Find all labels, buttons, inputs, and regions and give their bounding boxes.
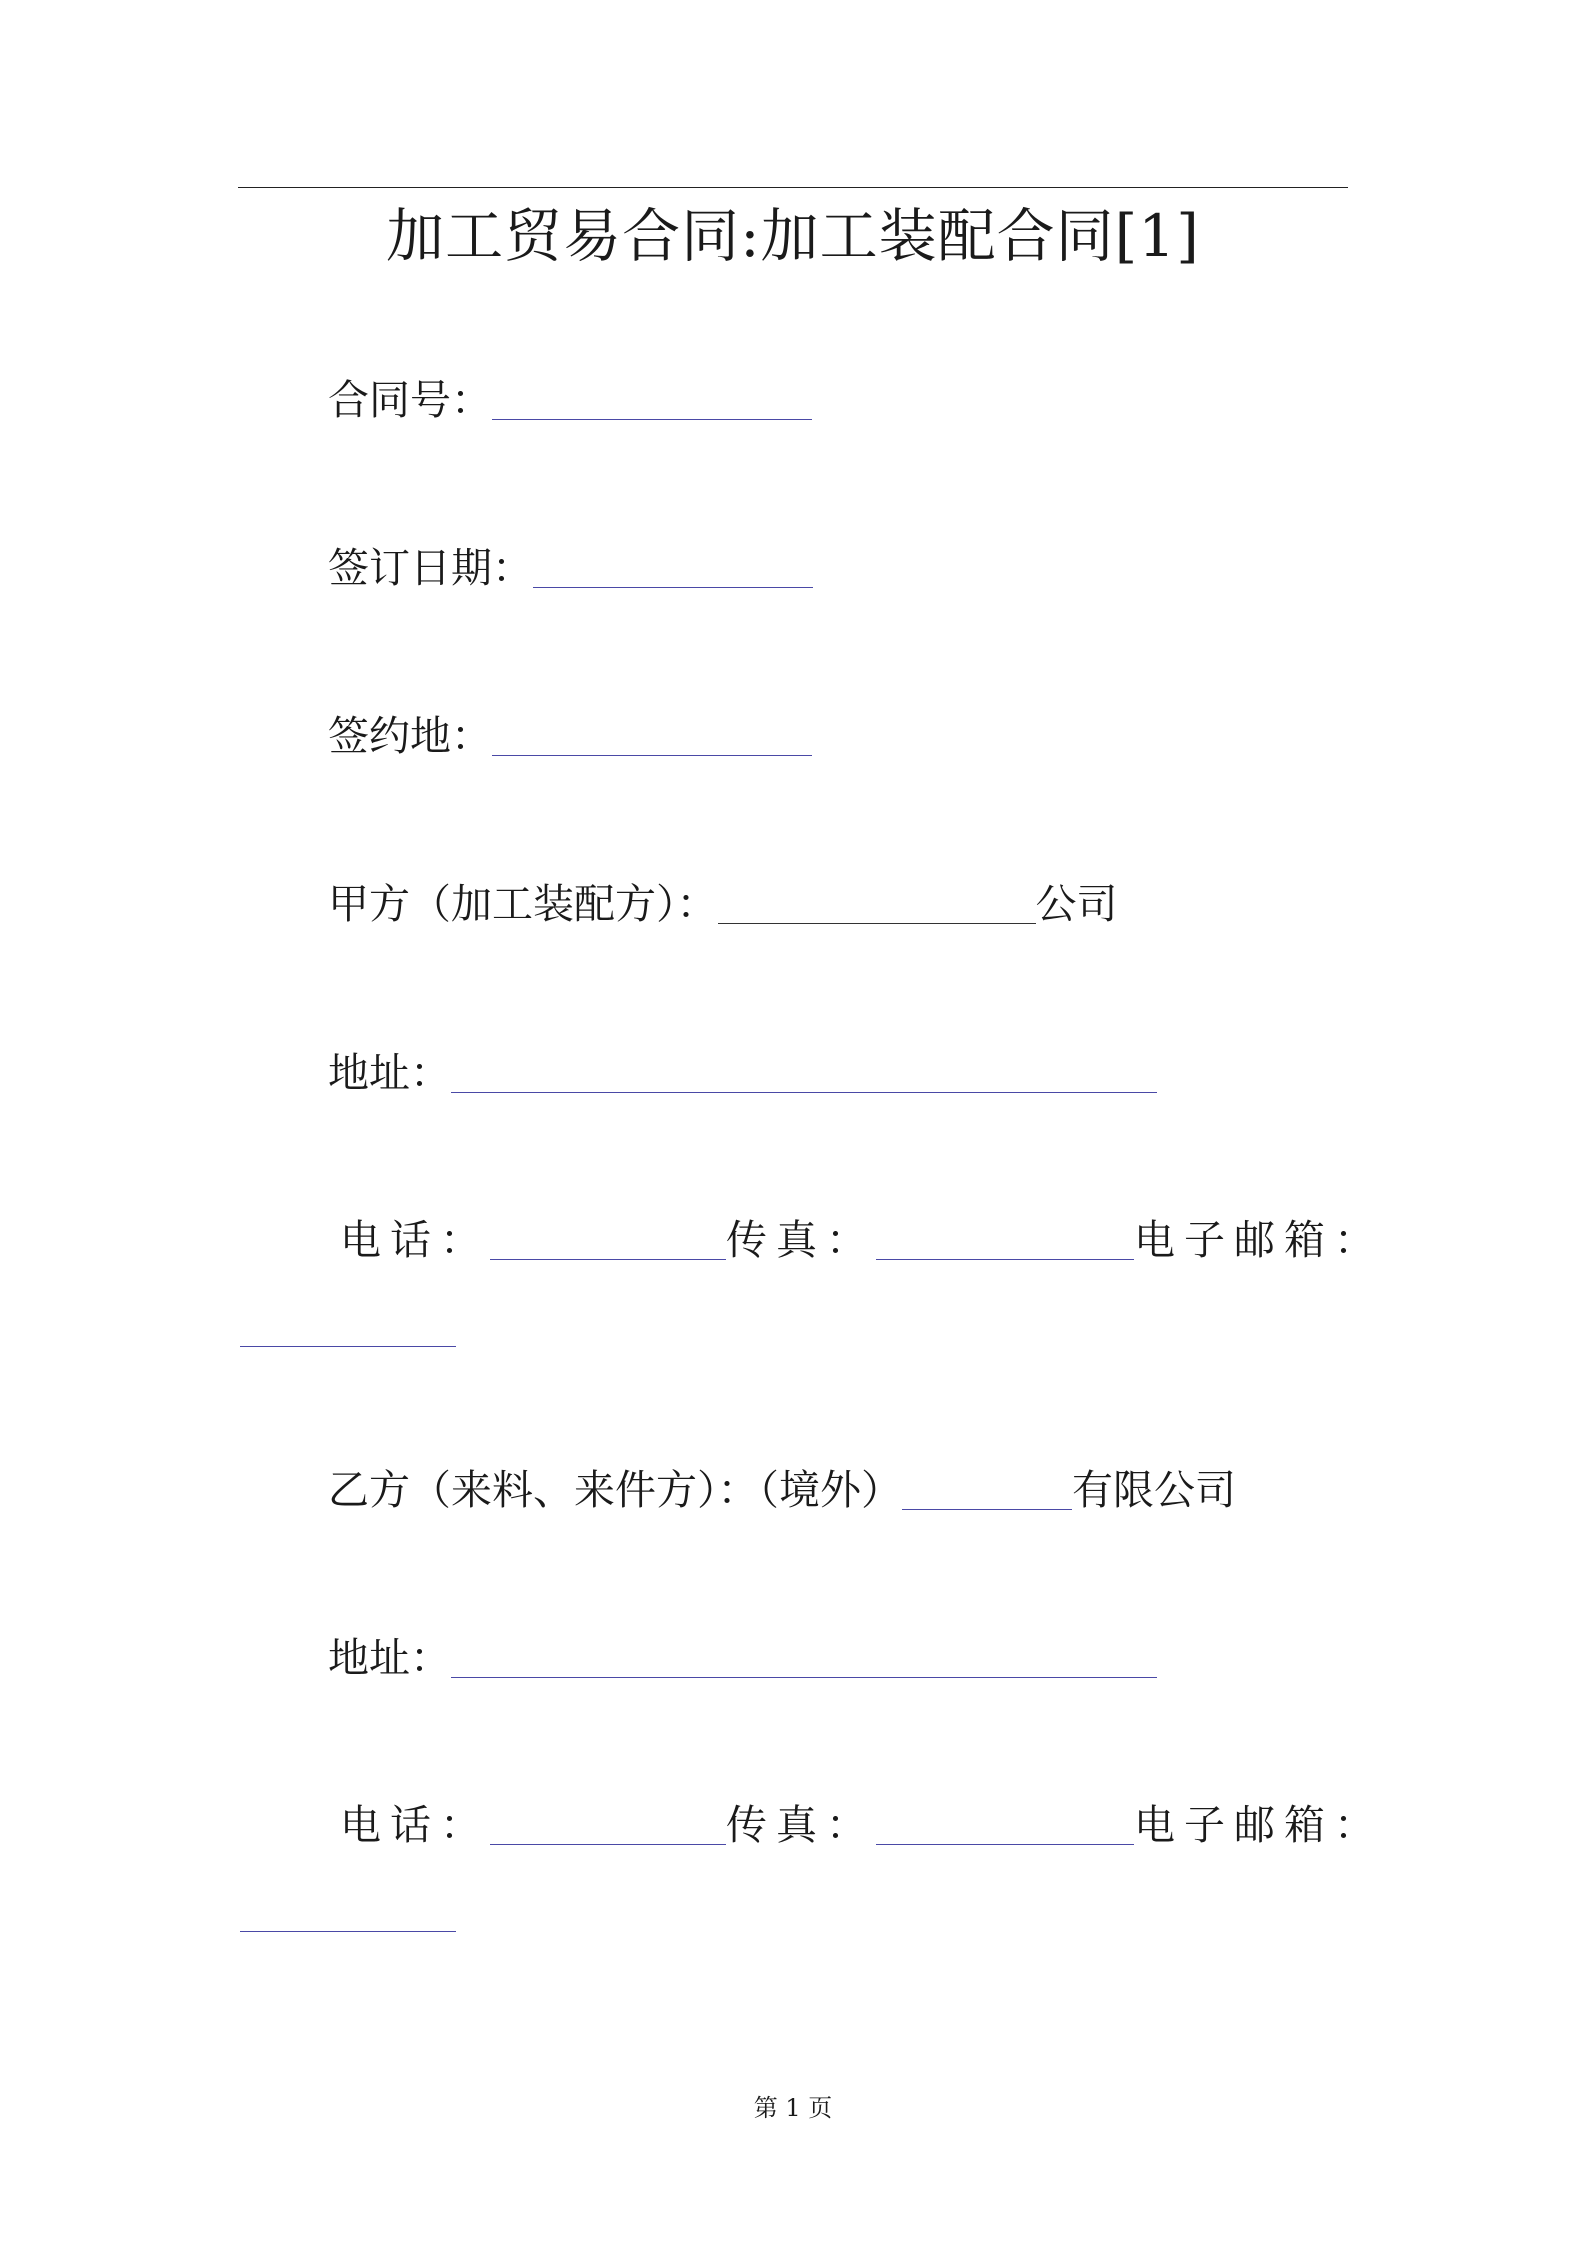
contract-no-label: 合同号： <box>328 376 492 424</box>
sign-place-row <box>328 708 812 764</box>
party-b-name-field[interactable] <box>902 1469 1072 1510</box>
party-b-phone-field[interactable] <box>490 1804 726 1845</box>
party-b-suffix: 有限公司 <box>1072 1466 1236 1514</box>
party-b-contact-row <box>340 1797 1384 1853</box>
party-b-fax-label: 传真： <box>726 1801 876 1849</box>
party-b-phone-label: 电话： <box>340 1801 490 1849</box>
party-a-email-field[interactable] <box>240 1346 456 1347</box>
party-a-phone-label: 电话： <box>340 1216 490 1264</box>
party-b-email-field[interactable] <box>240 1931 456 1932</box>
party-b-fax-field[interactable] <box>876 1804 1134 1845</box>
party-a-address-field[interactable] <box>451 1052 1157 1093</box>
sign-place-label: 签约地： <box>328 712 492 760</box>
party-a-name-field[interactable] <box>718 883 1036 924</box>
contract-no-field[interactable] <box>492 379 812 420</box>
party-b-row <box>328 1462 1236 1518</box>
party-a-phone-field[interactable] <box>490 1219 726 1260</box>
party-b-email-label: 电子邮箱： <box>1134 1801 1384 1849</box>
sign-date-row <box>328 540 813 596</box>
sign-place-field[interactable] <box>492 715 812 756</box>
party-a-fax-label: 传真： <box>726 1216 876 1264</box>
party-a-email-label: 电子邮箱： <box>1134 1216 1384 1264</box>
party-b-address-label: 地址： <box>328 1634 451 1682</box>
party-a-row <box>328 876 1118 932</box>
contract-no-row <box>328 372 812 428</box>
party-a-address-label: 地址： <box>328 1049 451 1097</box>
sign-date-field[interactable] <box>533 547 813 588</box>
party-a-address-row <box>328 1045 1157 1101</box>
party-b-address-field[interactable] <box>451 1637 1157 1678</box>
party-a-fax-field[interactable] <box>876 1219 1134 1260</box>
party-a-label: 甲方（加工装配方）： <box>328 880 718 928</box>
page-number: 第 1 页 <box>753 2094 833 2122</box>
party-a-suffix: 公司 <box>1035 880 1118 928</box>
document-title: 加工贸易合同:加工装配合同[1] <box>386 202 1200 270</box>
party-a-contact-row <box>340 1212 1384 1268</box>
header-rule <box>238 187 1348 188</box>
party-b-address-row <box>328 1630 1157 1686</box>
party-b-label: 乙方（来料、来件方）：（境外） <box>328 1466 902 1514</box>
sign-date-label: 签订日期： <box>328 544 533 592</box>
